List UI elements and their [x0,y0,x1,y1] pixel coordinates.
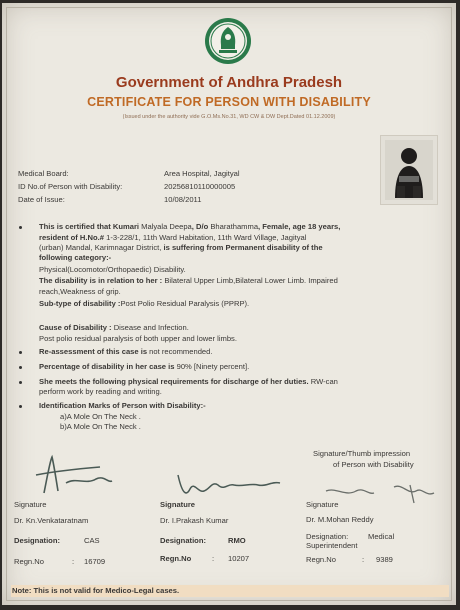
regn-value-1: 16709 [84,557,106,566]
cause-of-disability-detail: Post polio residual paralysis of both upper and lower limbs. [39,334,237,343]
cause-of-disability: Cause of Disability : Disease and Infection. [39,323,189,332]
designation-value-3-cont: Superintendent [306,541,358,550]
signature-2-handwriting [172,463,292,503]
date-value: 10/08/2011 [164,195,202,204]
thumb-impression-label-1: Signature/Thumb impression [313,449,411,458]
designation-value-1: CAS [84,536,100,545]
identification-mark-b: b)A Mole On The Neck . [60,422,141,431]
reassessment-line: Re-assessment of this case is not recommended. [39,347,213,356]
regn-label-1: Regn.No [14,557,44,566]
bullet [19,351,22,354]
percentage-line: Percentage of disability in her case is 90% [Ninety percent]. [39,362,250,371]
regn-value-2: 10207 [228,554,250,563]
designation-value-2: RMO [228,536,246,545]
signature-3-handwriting [322,477,442,507]
issued-under-line: (Issued under the authority vide G.O.Ms.No.31, WD CW & DW Dept.Dated 01.12.2009) [122,114,336,120]
signatory-name-3: Dr. M.Mohan Reddy [306,515,374,524]
ap-state-emblem-icon [204,17,252,65]
certify-line-3: (urban) Mandal, Karimnagar District, is suffering from Permanent disability of the [39,243,323,252]
signatory-name-1: Dr. Kn.Venkataratnam [14,516,89,525]
medical-board-value: Area Hospital, Jagityal [164,169,240,178]
medico-legal-note: Note: This is not valid for Medico-Legal cases. [12,586,180,595]
regn-label-2: Regn.No [160,554,192,563]
certificate-title: CERTIFICATE FOR PERSON WITH DISABILITY [87,95,371,109]
signatory-name-2: Dr. I.Prakash Kumar [160,516,229,525]
thumb-impression-label-2: of Person with Disability [333,460,414,469]
bullet [19,366,22,369]
signature-label-1: Signature [14,500,47,509]
disability-category: Physical(Locomotor/Orthopaedic) Disability. [39,265,186,274]
medical-board-label: Medical Board: [18,169,69,178]
certify-line-1: This is certified that Kumari Malyala Deepa, D/o Bharathamma, Female, age 18 years, [39,222,341,231]
designation-label-3: Designation: [306,532,349,541]
disability-subtype: Sub-type of disability :Post Polio Residual Paralysis (PPRP). [39,299,250,308]
bullet [19,381,22,384]
designation-value-3: Medical [368,532,395,541]
id-value: 20256810110000005 [164,182,236,191]
signature-1-handwriting [16,453,126,498]
regn-sep-1: : [72,557,75,566]
regn-label-3: Regn.No [306,555,336,564]
bullet [19,405,22,408]
disability-relation-cont: reach,Weakness of grip. [39,287,121,296]
regn-sep-3: : [362,555,365,564]
bullet [19,226,22,229]
identification-mark-a: a)A Mole On The Neck . [60,412,141,421]
physical-requirements-line: She meets the following physical requirements for discharge of her duties. RW-can [39,377,338,386]
regn-value-3: 9389 [376,555,393,564]
id-label: ID No.of Person with Disability: [18,182,123,191]
date-label: Date of Issue: [18,195,65,204]
signature-label-3: Signature [306,500,339,509]
certify-line-4: following category:- [39,253,112,262]
disability-relation: The disability is in relation to her : Bilateral Upper Limb,Bilateral Lower Limb. Impaired [39,276,338,285]
person-photo [380,135,438,205]
regn-sep-2: : [212,554,215,563]
identification-marks-heading: Identification Marks of Person with Disability:- [39,401,206,410]
designation-label-1: Designation: [14,536,60,545]
government-title: Government of Andhra Pradesh [115,74,343,91]
signature-label-2: Signature [160,500,196,509]
certificate-page [2,3,456,605]
physical-requirements-detail: perform work by reading and writing. [39,387,162,396]
certify-line-2: resident of H.No.# 1-3-228/1, 11th Ward Habitation, 11th Ward Village, Jagityal [39,233,307,242]
designation-label-2: Designation: [160,536,206,545]
